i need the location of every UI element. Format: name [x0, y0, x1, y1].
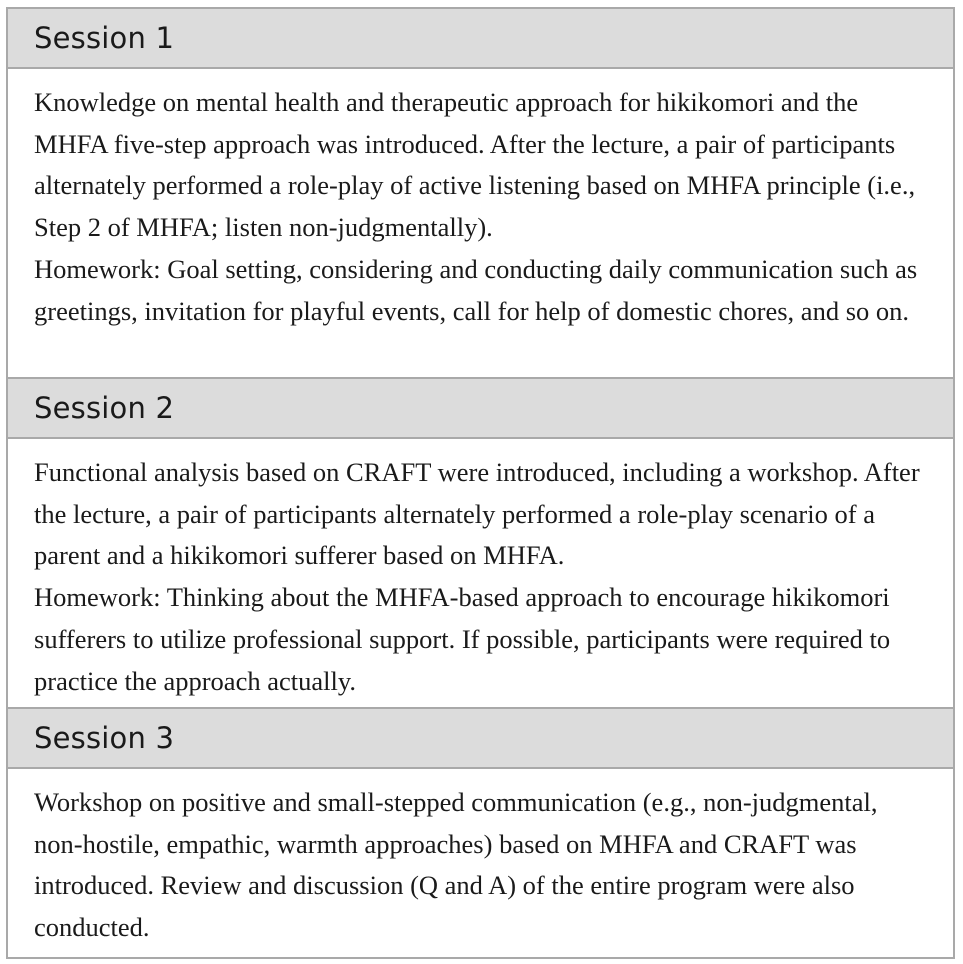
- session-2-title: Session 2: [34, 391, 175, 425]
- session-3-header: [8, 709, 953, 769]
- session-1-description: Knowledge on mental health and therapeutic approach for hikikomori and the MHFA five-step approach was introduced. After the lecture, a pair of participants alternately performed a role-play of active listening based on MHFA principle (i.e., Step 2 of MHFA; listen non-judgmentally).: [34, 87, 916, 243]
- session-2-body: [8, 439, 953, 709]
- session-1-body: [8, 69, 953, 379]
- session-1-header: [8, 9, 953, 69]
- session-3-title: Session 3: [34, 721, 175, 755]
- session-2-header: [8, 379, 953, 439]
- session-3-section: [8, 709, 953, 953]
- session-1-homework: Homework: Goal setting, considering and conducting daily communication such as greetings, invitation for playful events, call for help of domestic chores, and so on.: [34, 253, 918, 326]
- session-1-title: Session 1: [34, 21, 175, 55]
- session-table: [6, 7, 955, 959]
- session-3-description: Workshop on positive and small-stepped communication (e.g., non-judgmental, non-hostile, empathic, warmth approaches) based on MHFA and CRAFT was introduced. Review and discussion (Q and A) of the entire program were also conducted.: [34, 787, 878, 943]
- session-2-homework: Homework: Thinking about the MHFA-based approach to encourage hikikomori sufferers to utilize professional support. If possible, participants were required to practice the approach actually.: [34, 582, 891, 696]
- session-3-body: [8, 769, 953, 953]
- session-1-section: [8, 9, 953, 379]
- session-2-description: Functional analysis based on CRAFT were introduced, including a workshop. After the lecture, a pair of participants alternately performed a role-play scenario of a parent and a hikikomori sufferer based on MHFA.: [34, 457, 920, 571]
- session-2-section: [8, 379, 953, 709]
